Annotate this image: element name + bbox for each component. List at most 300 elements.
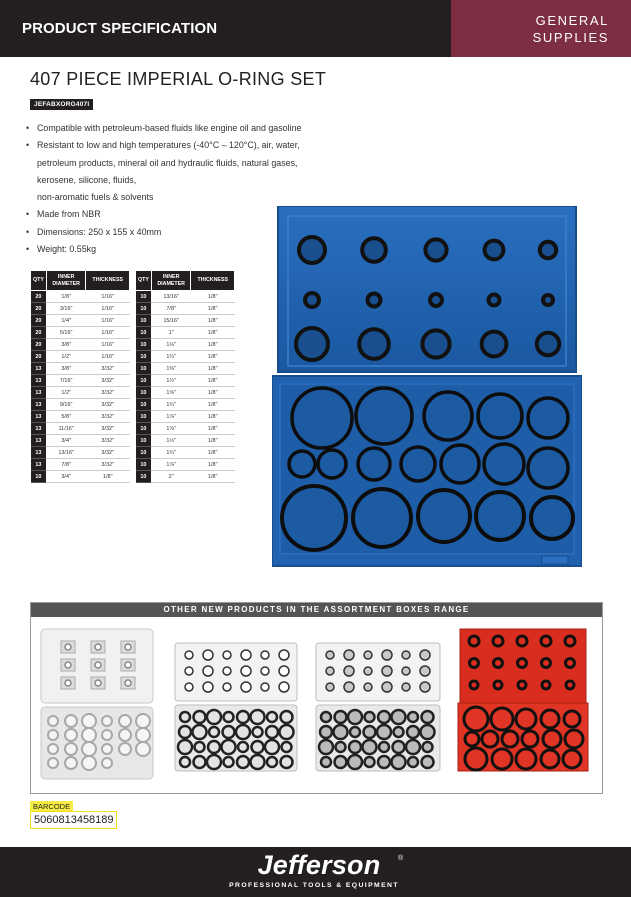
bonded-seal-box-thumb[interactable] — [314, 627, 442, 775]
oring-icon — [280, 725, 294, 739]
oring-icon — [424, 392, 472, 440]
oring-icon — [279, 666, 289, 676]
qty-cell: 10 — [136, 315, 152, 327]
oring-icon — [566, 681, 574, 689]
table-row — [31, 447, 130, 459]
table-row — [136, 291, 235, 303]
category-line-1: GENERAL — [535, 13, 609, 28]
qty-cell: 20 — [31, 327, 47, 339]
inner-diameter-cell: 5/8" — [46, 411, 86, 423]
oring-icon — [541, 710, 559, 728]
oring-icon — [494, 681, 502, 689]
oring-icon — [180, 712, 190, 722]
washer-icon — [65, 729, 77, 741]
inner-diameter-cell: 11/16" — [46, 423, 86, 435]
oring-icon — [237, 756, 249, 768]
inner-diameter-cell: 1⅜" — [151, 363, 191, 375]
bonded-seal-icon — [379, 742, 389, 752]
range-title: OTHER NEW PRODUCTS IN THE ASSORTMENT BOXES RANGE — [31, 603, 602, 617]
oring-icon — [353, 489, 411, 547]
inner-diameter-cell: 7/8" — [46, 459, 86, 471]
qty-header: QTY — [136, 271, 152, 291]
oring-icon — [195, 742, 205, 752]
oring-icon — [238, 742, 248, 752]
qty-cell: 10 — [136, 423, 152, 435]
thickness-cell: 1/8" — [191, 339, 235, 351]
bonded-seal-icon — [402, 683, 410, 691]
oring-icon — [236, 725, 250, 739]
bonded-seal-icon — [326, 683, 334, 691]
bonded-seal-icon — [320, 726, 332, 738]
oring-icon — [528, 448, 568, 488]
category-line-2: SUPPLIES — [532, 30, 609, 45]
oring-icon — [464, 707, 488, 731]
washer-icon — [65, 743, 77, 755]
oring-icon — [537, 333, 559, 355]
table-row — [31, 471, 130, 483]
oring-icon — [279, 682, 289, 692]
washer-assortment-thumb[interactable] — [39, 627, 155, 783]
inner-diameter-cell: 1/2" — [46, 387, 86, 399]
table-row — [31, 459, 130, 471]
oring-icon — [543, 730, 561, 748]
oring-icon — [208, 741, 220, 753]
oring-icon — [318, 450, 346, 478]
oring-icon — [223, 651, 231, 659]
oring-icon — [482, 332, 507, 357]
bonded-seal-icon — [326, 651, 334, 659]
table-row — [136, 459, 235, 471]
bonded-seal-icon — [394, 727, 404, 737]
spec-table-left — [30, 270, 130, 483]
table-row — [31, 303, 130, 315]
bonded-seal-icon — [336, 742, 346, 752]
washer-icon — [102, 716, 112, 726]
thickness-cell: 1/8" — [191, 423, 235, 435]
washer-icon — [125, 680, 131, 686]
qty-cell: 13 — [31, 447, 47, 459]
oring-icon — [476, 492, 524, 540]
oring-icon — [178, 740, 192, 754]
oring-icon — [516, 709, 536, 729]
table-row — [31, 339, 130, 351]
red-oring-case-thumb[interactable] — [456, 627, 590, 775]
thickness-cell: 1/8" — [191, 291, 235, 303]
page-footer — [0, 847, 631, 897]
washer-icon — [136, 714, 150, 728]
washer-icon — [65, 757, 77, 769]
thickness-cell: 3/32" — [86, 387, 130, 399]
washer-icon — [65, 662, 71, 668]
thickness-cell: 1/8" — [191, 447, 235, 459]
washer-icon — [82, 714, 96, 728]
oring-icon — [222, 740, 236, 754]
qty-cell: 13 — [31, 411, 47, 423]
thickness-cell: 3/32" — [86, 459, 130, 471]
bonded-seal-icon — [408, 712, 418, 722]
thickness-cell: 3/32" — [86, 435, 130, 447]
table-row — [31, 375, 130, 387]
oring-icon — [540, 242, 556, 258]
washer-icon — [119, 743, 131, 755]
qty-cell: 10 — [136, 387, 152, 399]
thickness-cell: 1/8" — [191, 435, 235, 447]
table-row — [31, 315, 130, 327]
qty-cell: 13 — [31, 423, 47, 435]
table-row — [31, 327, 130, 339]
washer-icon — [65, 680, 71, 686]
oring-icon — [531, 497, 573, 539]
inner-diameter-cell: 1⅞" — [151, 459, 191, 471]
bonded-seal-icon — [326, 667, 334, 675]
bonded-seal-icon — [406, 740, 420, 754]
inner-diameter-cell: 1¼" — [151, 351, 191, 363]
oring-icon — [465, 748, 487, 770]
inner-diameter-header: INNER DIAMETER — [151, 271, 191, 291]
qty-cell: 10 — [31, 471, 47, 483]
oring-icon — [241, 650, 251, 660]
bonded-seal-icon — [350, 727, 360, 737]
oring-icon — [418, 490, 470, 542]
qty-cell: 10 — [136, 375, 152, 387]
thickness-header: THICKNESS — [191, 271, 235, 291]
oring-icon — [482, 731, 498, 747]
bonded-seal-icon — [378, 756, 390, 768]
inner-diameter-cell: 1½" — [151, 375, 191, 387]
thickness-cell: 1/8" — [191, 375, 235, 387]
bonded-seal-icon — [420, 666, 430, 676]
table-row — [136, 387, 235, 399]
thickness-cell: 1/8" — [191, 351, 235, 363]
table-row — [136, 447, 235, 459]
inner-diameter-cell: 15/16" — [151, 315, 191, 327]
washer-icon — [95, 662, 101, 668]
bonded-seal-icon — [382, 666, 392, 676]
oring-icon — [279, 650, 289, 660]
table-row — [136, 327, 235, 339]
qty-cell: 20 — [31, 303, 47, 315]
qty-cell: 10 — [136, 435, 152, 447]
oring-icon — [194, 711, 206, 723]
washer-icon — [95, 680, 101, 686]
feature-item: • Made from NBR — [26, 206, 356, 223]
qty-cell: 13 — [31, 387, 47, 399]
feature-continuation: kerosene, silicone, fluids, — [37, 174, 137, 185]
bonded-seal-icon — [363, 740, 377, 754]
qty-cell: 10 — [136, 447, 152, 459]
thickness-cell: 1/16" — [86, 327, 130, 339]
qty-cell: 13 — [31, 435, 47, 447]
washer-icon — [125, 662, 131, 668]
washer-icon — [102, 730, 112, 740]
bonded-seal-icon — [420, 650, 430, 660]
oring-icon — [441, 445, 479, 483]
inner-diameter-cell: 2" — [151, 471, 191, 483]
oring-icon — [179, 726, 191, 738]
thickness-cell: 1/8" — [191, 327, 235, 339]
table-row — [136, 435, 235, 447]
bonded-seal-icon — [348, 710, 362, 724]
oring-icon — [185, 651, 193, 659]
table-row — [31, 363, 130, 375]
oring-icon — [358, 448, 390, 480]
oring-icon — [305, 293, 319, 307]
case-latch — [542, 556, 568, 564]
qty-cell: 10 — [136, 363, 152, 375]
inner-diameter-cell: 5/16" — [46, 327, 86, 339]
table-row — [31, 399, 130, 411]
oring-icon — [518, 681, 526, 689]
feature-item: • Resistant to low and high temperatures (-40°C – 120°C), air, water, — [26, 137, 356, 154]
inner-diameter-cell: 7/16" — [46, 375, 86, 387]
table-row — [136, 339, 235, 351]
bonded-seal-icon — [344, 666, 354, 676]
bonded-seal-icon — [364, 683, 372, 691]
oring-icon — [180, 757, 190, 767]
oring-icon — [253, 727, 263, 737]
oring-icon — [203, 666, 213, 676]
bonded-seal-icon — [319, 740, 333, 754]
thickness-cell: 3/32" — [86, 363, 130, 375]
oring-icon — [565, 730, 583, 748]
oring-icon — [281, 756, 293, 768]
oring-icon — [542, 659, 551, 668]
qty-cell: 13 — [31, 363, 47, 375]
oring-icon — [299, 237, 325, 263]
thickness-cell: 1/8" — [191, 399, 235, 411]
washer-icon — [102, 758, 112, 768]
thickness-cell: 1/8" — [191, 411, 235, 423]
bonded-seal-icon — [335, 756, 347, 768]
oring-icon — [185, 667, 193, 675]
inner-diameter-header: INNER DIAMETER — [46, 271, 86, 291]
bonded-seal-icon — [393, 741, 405, 753]
bonded-seal-icon — [402, 667, 410, 675]
oring-icon — [282, 742, 292, 752]
oring-icon — [470, 659, 479, 668]
oring-icon — [223, 726, 235, 738]
oring-icon — [356, 388, 412, 444]
oring-icon — [241, 666, 251, 676]
oring-icon — [470, 681, 478, 689]
inner-diameter-cell: 1/2" — [46, 351, 86, 363]
qty-cell: 10 — [136, 339, 152, 351]
bonded-seal-icon — [344, 682, 354, 692]
table-row — [31, 423, 130, 435]
table-row — [31, 435, 130, 447]
oring-icon — [489, 295, 500, 306]
washer-icon — [95, 644, 101, 650]
spec-table-right — [135, 270, 235, 483]
oring-icon — [528, 398, 568, 438]
inner-diameter-cell: 13/16" — [46, 447, 86, 459]
washer-icon — [136, 728, 150, 742]
thickness-cell: 1/16" — [86, 339, 130, 351]
oring-icon — [422, 330, 449, 357]
bonded-seal-icon — [382, 682, 392, 692]
table-row — [136, 315, 235, 327]
oring-icon — [194, 756, 206, 768]
oring-icon — [516, 749, 536, 769]
qty-cell: 20 — [31, 339, 47, 351]
feature-item: • Weight: 0.55kg — [26, 241, 356, 258]
bonded-seal-icon — [334, 725, 348, 739]
qty-cell: 13 — [31, 375, 47, 387]
inner-diameter-cell: 3/4" — [46, 471, 86, 483]
brand-tagline: PROFESSIONAL TOOLS & EQUIPMENT — [229, 882, 399, 889]
oring-icon — [368, 294, 381, 307]
oring-icon — [282, 486, 346, 550]
inner-diameter-cell: 1¾" — [151, 399, 191, 411]
thickness-cell: 3/32" — [86, 375, 130, 387]
oring-icon — [261, 667, 269, 675]
oring-icon — [491, 708, 513, 730]
oring-icon — [493, 636, 503, 646]
bonded-seal-icon — [364, 667, 372, 675]
feature-item: • Dimensions: 250 x 155 x 40mm — [26, 224, 356, 241]
washer-icon — [136, 742, 150, 756]
table-row — [31, 411, 130, 423]
feature-continuation: non-aromatic fuels & solvents — [37, 192, 154, 203]
registered-mark: ® — [398, 855, 404, 862]
qty-cell: 10 — [136, 411, 152, 423]
table-row — [31, 351, 130, 363]
thickness-cell: 1/8" — [86, 471, 130, 483]
table-row — [136, 363, 235, 375]
oring-icon — [494, 659, 503, 668]
table-row — [136, 303, 235, 315]
category-badge — [451, 0, 631, 57]
bonded-seal-icon — [364, 726, 376, 738]
thickness-cell: 1/16" — [86, 303, 130, 315]
bonded-seal-icon — [422, 711, 434, 723]
bonded-seal-icon — [364, 651, 372, 659]
bonded-seal-icon — [377, 725, 391, 739]
product-sku: JEFABXORG407I — [30, 99, 93, 110]
oring-icon — [203, 682, 213, 692]
table-row — [31, 387, 130, 399]
washer-icon — [82, 756, 96, 770]
thickness-cell: 1/8" — [191, 459, 235, 471]
oring-icon — [541, 750, 559, 768]
oring-icon — [251, 755, 265, 769]
oring-icon — [289, 451, 315, 477]
oring-icon — [566, 659, 575, 668]
bonded-seal-icon — [365, 712, 375, 722]
feature-continuation: petroleum products, mineral oil and hydraulic fluids, natural gases, — [37, 157, 298, 168]
inner-diameter-cell: 1/4" — [46, 315, 86, 327]
oring-icon — [541, 636, 551, 646]
washer-icon — [48, 730, 58, 740]
inner-diameter-cell: 3/8" — [46, 339, 86, 351]
bonded-seal-icon — [344, 650, 354, 660]
thickness-cell: 3/32" — [86, 411, 130, 423]
thickness-cell: 1/16" — [86, 351, 130, 363]
qty-cell: 20 — [31, 291, 47, 303]
oring-icon — [485, 241, 504, 260]
oring-icon — [224, 712, 234, 722]
inner-diameter-cell: 1½" — [151, 435, 191, 447]
bonded-seal-icon — [335, 711, 347, 723]
oring-icon — [251, 710, 265, 724]
header-title: PRODUCT SPECIFICATION — [22, 20, 218, 37]
qty-header: QTY — [31, 271, 47, 291]
oring-icon — [265, 740, 279, 754]
qty-cell: 10 — [136, 399, 152, 411]
feature-item: • Compatible with petroleum-based fluids like engine oil and gasoline — [26, 120, 356, 137]
inner-diameter-cell: 9/16" — [46, 399, 86, 411]
product-title: 407 PIECE IMPERIAL O-RING SET — [30, 69, 327, 89]
qty-cell: 13 — [31, 399, 47, 411]
inner-diameter-cell: 1⅛" — [151, 339, 191, 351]
bonded-seal-icon — [348, 755, 362, 769]
washer-icon — [125, 644, 131, 650]
oring-icon — [252, 741, 264, 753]
thickness-cell: 1/8" — [191, 303, 235, 315]
table-row — [136, 411, 235, 423]
qty-cell: 10 — [136, 291, 152, 303]
qty-cell: 10 — [136, 327, 152, 339]
oring-icon — [266, 726, 278, 738]
oring-icon — [223, 683, 231, 691]
thickness-cell: 3/32" — [86, 423, 130, 435]
oring-icon — [185, 683, 193, 691]
oring-icon — [207, 710, 221, 724]
oring-icon — [401, 447, 435, 481]
bonded-seal-icon — [423, 742, 433, 752]
table-row — [136, 423, 235, 435]
washer-icon — [48, 744, 58, 754]
oring-clear-box-thumb[interactable] — [173, 627, 299, 775]
inner-diameter-cell: 1¾" — [151, 447, 191, 459]
inner-diameter-cell: 1" — [151, 327, 191, 339]
barcode-label: BARCODE — [30, 801, 73, 812]
table-row — [136, 375, 235, 387]
thickness-cell: 1/8" — [191, 471, 235, 483]
page-header — [0, 0, 631, 57]
bonded-seal-icon — [402, 651, 410, 659]
bonded-seal-icon — [349, 741, 361, 753]
oring-icon — [267, 757, 277, 767]
thickness-cell: 1/16" — [86, 315, 130, 327]
bonded-seal-icon — [321, 757, 331, 767]
table-row — [136, 351, 235, 363]
inner-diameter-cell: 1⅝" — [151, 387, 191, 399]
washer-icon — [119, 715, 131, 727]
oring-icon — [223, 667, 231, 675]
bonded-seal-icon — [408, 757, 418, 767]
qty-cell: 10 — [136, 459, 152, 471]
thickness-header: THICKNESS — [86, 271, 130, 291]
assortment-range-section — [30, 602, 603, 794]
inner-diameter-cell: 1⅞" — [151, 423, 191, 435]
qty-cell: 20 — [31, 315, 47, 327]
oring-icon — [193, 725, 207, 739]
qty-cell: 20 — [31, 351, 47, 363]
oring-icon — [281, 711, 293, 723]
bonded-seal-icon — [420, 682, 430, 692]
oring-icon — [209, 727, 219, 737]
inner-diameter-cell: 1⅞" — [151, 411, 191, 423]
qty-cell: 10 — [136, 303, 152, 315]
thickness-cell: 1/8" — [191, 363, 235, 375]
washer-icon — [82, 742, 96, 756]
washer-icon — [102, 744, 112, 754]
oring-icon — [261, 683, 269, 691]
bonded-seal-icon — [421, 725, 435, 739]
oring-icon — [261, 651, 269, 659]
oring-icon — [543, 295, 553, 305]
